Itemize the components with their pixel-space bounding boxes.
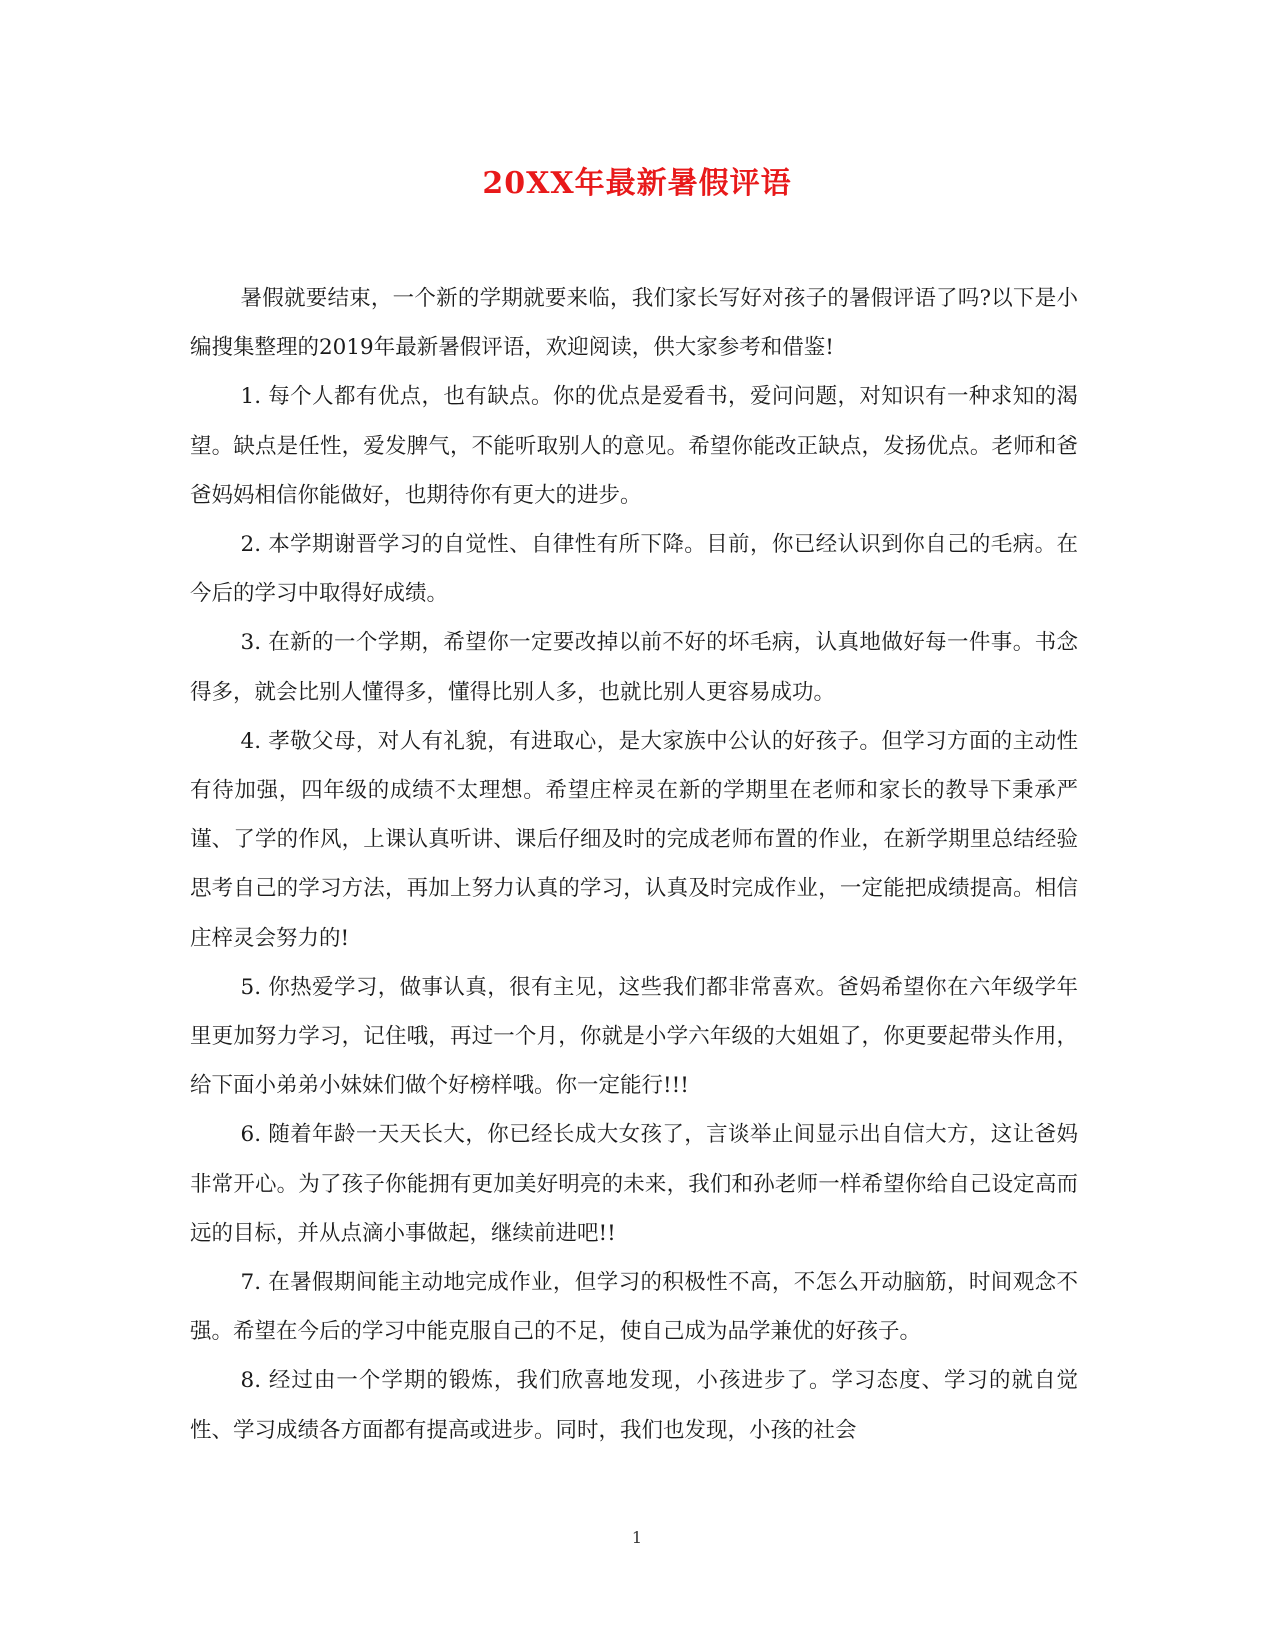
list-item: 5. 你热爱学习，做事认真，很有主见，这些我们都非常喜欢。爸妈希望你在六年级学年里更加努力学习，记住哦，再过一个月，你就是小学六年级的大姐姐了，你更要起带头作用，给下面小弟弟小妹妹们做个好榜样哦。你一定能行!!!	[190, 974, 1078, 1099]
list-item: 1. 每个人都有优点，也有缺点。你的优点是爱看书，爱问问题，对知识有一种求知的渴望。缺点是任性，爱发脾气，不能听取别人的意见。希望你能改正缺点，发扬优点。老师和爸爸妈妈相信你能做好，也期待你有更大的进步。	[190, 384, 1078, 508]
list-item: 8. 经过由一个学期的锻炼，我们欣喜地发现，小孩进步了。学习态度、学习的就自觉性、学习成绩各方面都有提高或进步。同时，我们也发现，小孩的社会	[190, 1368, 1078, 1443]
list-item: 3. 在新的一个学期，希望你一定要改掉以前不好的坏毛病，认真地做好每一件事。书念得多，就会比别人懂得多，懂得比别人多，也就比别人更容易成功。	[190, 630, 1078, 705]
page-title: 20XX年最新暑假评语	[482, 166, 792, 201]
page-number: 1	[631, 1528, 643, 1547]
list-item: 7. 在暑假期间能主动地完成作业，但学习的积极性不高，不怎么开动脑筋，时间观念不强。希望在今后的学习中能克服自己的不足，使自己成为品学兼优的好孩子。	[190, 1270, 1078, 1345]
list-item: 2. 本学期谢晋学习的自觉性、自律性有所下降。目前，你已经认识到你自己的毛病。在今后的学习中取得好成绩。	[190, 532, 1078, 607]
intro-paragraph: 暑假就要结束，一个新的学期就要来临，我们家长写好对孩子的暑假评语了吗?以下是小编搜集整理的2019年最新暑假评语，欢迎阅读，供大家参考和借鉴!	[190, 286, 1078, 361]
document-body	[190, 274, 1078, 1455]
list-item: 4. 孝敬父母，对人有礼貌，有进取心，是大家族中公认的好孩子。但学习方面的主动性有待加强，四年级的成绩不太理想。希望庄梓灵在新的学期里在老师和家长的教导下秉承严谨、了学的作风，上课认真听讲、课后仔细及时的完成老师布置的作业，在新学期里总结经验思考自己的学习方法，再加上努力认真的学习，认真及时完成作业，一定能把成绩提高。相信庄梓灵会努力的!	[190, 728, 1078, 951]
list-item: 6. 随着年龄一天天长大，你已经长成大女孩了，言谈举止间显示出自信大方，这让爸妈非常开心。为了孩子你能拥有更加美好明亮的未来，我们和孙老师一样希望你给自己设定高而远的目标，并从点滴小事做起，继续前进吧!!	[190, 1122, 1078, 1246]
